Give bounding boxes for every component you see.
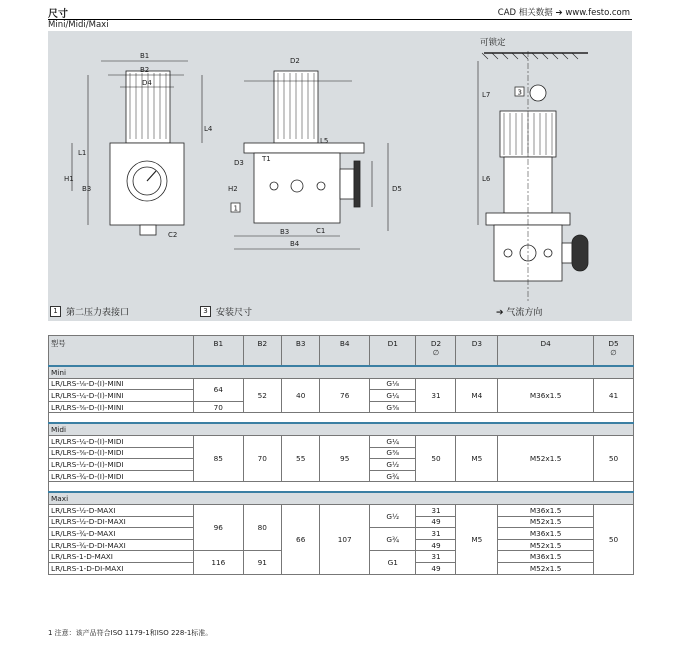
col-d3: D3	[456, 336, 498, 367]
dimension-drawing	[48, 31, 632, 321]
legend-num-1: 1	[50, 306, 61, 317]
table-row: LR/LRS-¾-D-(I)-MIDI G¾	[49, 470, 634, 482]
col-b3: B3	[282, 336, 320, 367]
col-b2: B2	[243, 336, 281, 367]
dim-l5: L5	[320, 137, 329, 145]
table-row: LR/LRS-¾-D-MAXI G¾ 31 M36x1.5	[49, 528, 634, 540]
col-d2: D2 ∅	[416, 336, 456, 367]
callout-3: 3	[517, 88, 522, 97]
legend-text-1: 第二压力表接口	[66, 308, 130, 318]
dim-d5: D5	[392, 185, 402, 193]
callout-1: 1	[233, 204, 238, 213]
table-row: LR/LRS-½-D-MAXI 96 80 66 107 G½ 31 M5 M36x1.5 50	[49, 504, 634, 516]
group-mini: Mini	[49, 366, 634, 378]
lock-key	[530, 85, 546, 101]
dim-t1: T1	[262, 155, 271, 163]
legend-text-3: 安装尺寸	[216, 308, 253, 318]
table-header-row	[49, 336, 634, 367]
table-row: LR/LRS-1-D-MAXI 116 91 G1 31 M36x1.5	[49, 551, 634, 563]
legend-item-3	[200, 305, 252, 318]
dimension-table	[48, 335, 634, 575]
dim-b4: B4	[290, 240, 300, 248]
dim-h2: H2	[228, 185, 238, 193]
dim-d4: D4	[142, 79, 152, 87]
col-d4: D4	[498, 336, 594, 367]
dim-c2: C2	[168, 231, 178, 239]
dim-b3: B3	[82, 185, 92, 193]
col-model: 型号	[49, 336, 194, 367]
dim-l1: L1	[78, 149, 87, 157]
table-row: LR/LRS-1-D-DI-MAXI 49 M52x1.5	[49, 562, 634, 574]
legend-num-3: 3	[200, 306, 211, 317]
table-row: LR/LRS-¼-D-(I)-MIDI 85 70 55 95 G¼ 50 M5 M52x1.5 50	[49, 435, 634, 447]
dim-b2: B2	[140, 66, 150, 74]
group-maxi: Maxi	[49, 492, 634, 504]
dim-l6: L6	[482, 175, 491, 183]
table-row: LR/LRS-¼-D-(I)-MINI G¼	[49, 390, 634, 402]
table-row: LR/LRS-¾-D-DI-MAXI 49 M52x1.5	[49, 539, 634, 551]
section-header	[48, 5, 632, 20]
lock-label: 可锁定	[480, 38, 506, 48]
footnote: 1 注意：该产品符合ISO 1179-1和ISO 228-1标准。	[48, 629, 213, 637]
flow-direction: ➔ 气流方向	[496, 308, 543, 318]
col-d5: D5 ∅	[593, 336, 633, 367]
table-row: LR/LRS-½-D-DI-MAXI 49 M52x1.5	[49, 516, 634, 528]
dim-l4: L4	[204, 125, 213, 133]
col-b4: B4	[320, 336, 370, 367]
section-title: 尺寸	[48, 9, 68, 20]
col-d1: D1	[370, 336, 416, 367]
col-b1: B1	[194, 336, 244, 367]
table-row: LR/LRS-⅛-D-(I)-MINI 64 52 40 76 G⅛ 31 M4 M36x1.5 41	[49, 378, 634, 390]
technical-drawing-svg	[48, 31, 632, 321]
table-row: LR/LRS-⅜-D-(I)-MINI 70 G⅜	[49, 401, 634, 413]
dim-b1: B1	[140, 52, 150, 60]
dim-d2: D2	[290, 57, 300, 65]
table-row: LR/LRS-⅜-D-(I)-MIDI G⅜	[49, 447, 634, 459]
dim-h1: H1	[64, 175, 74, 183]
cad-link[interactable]: CAD 相关数据 ➔ www.festo.com	[497, 8, 630, 18]
dim-d3: D3	[234, 159, 244, 167]
table-row: LR/LRS-½-D-(I)-MIDI G½	[49, 459, 634, 471]
dim-b3-side: B3	[280, 228, 290, 236]
legend-item-1	[50, 305, 129, 318]
size-subtitle: Mini/Midi/Maxi	[48, 20, 109, 30]
group-midi: Midi	[49, 423, 634, 435]
dim-l7: L7	[482, 91, 491, 99]
dim-c1: C1	[316, 227, 326, 235]
